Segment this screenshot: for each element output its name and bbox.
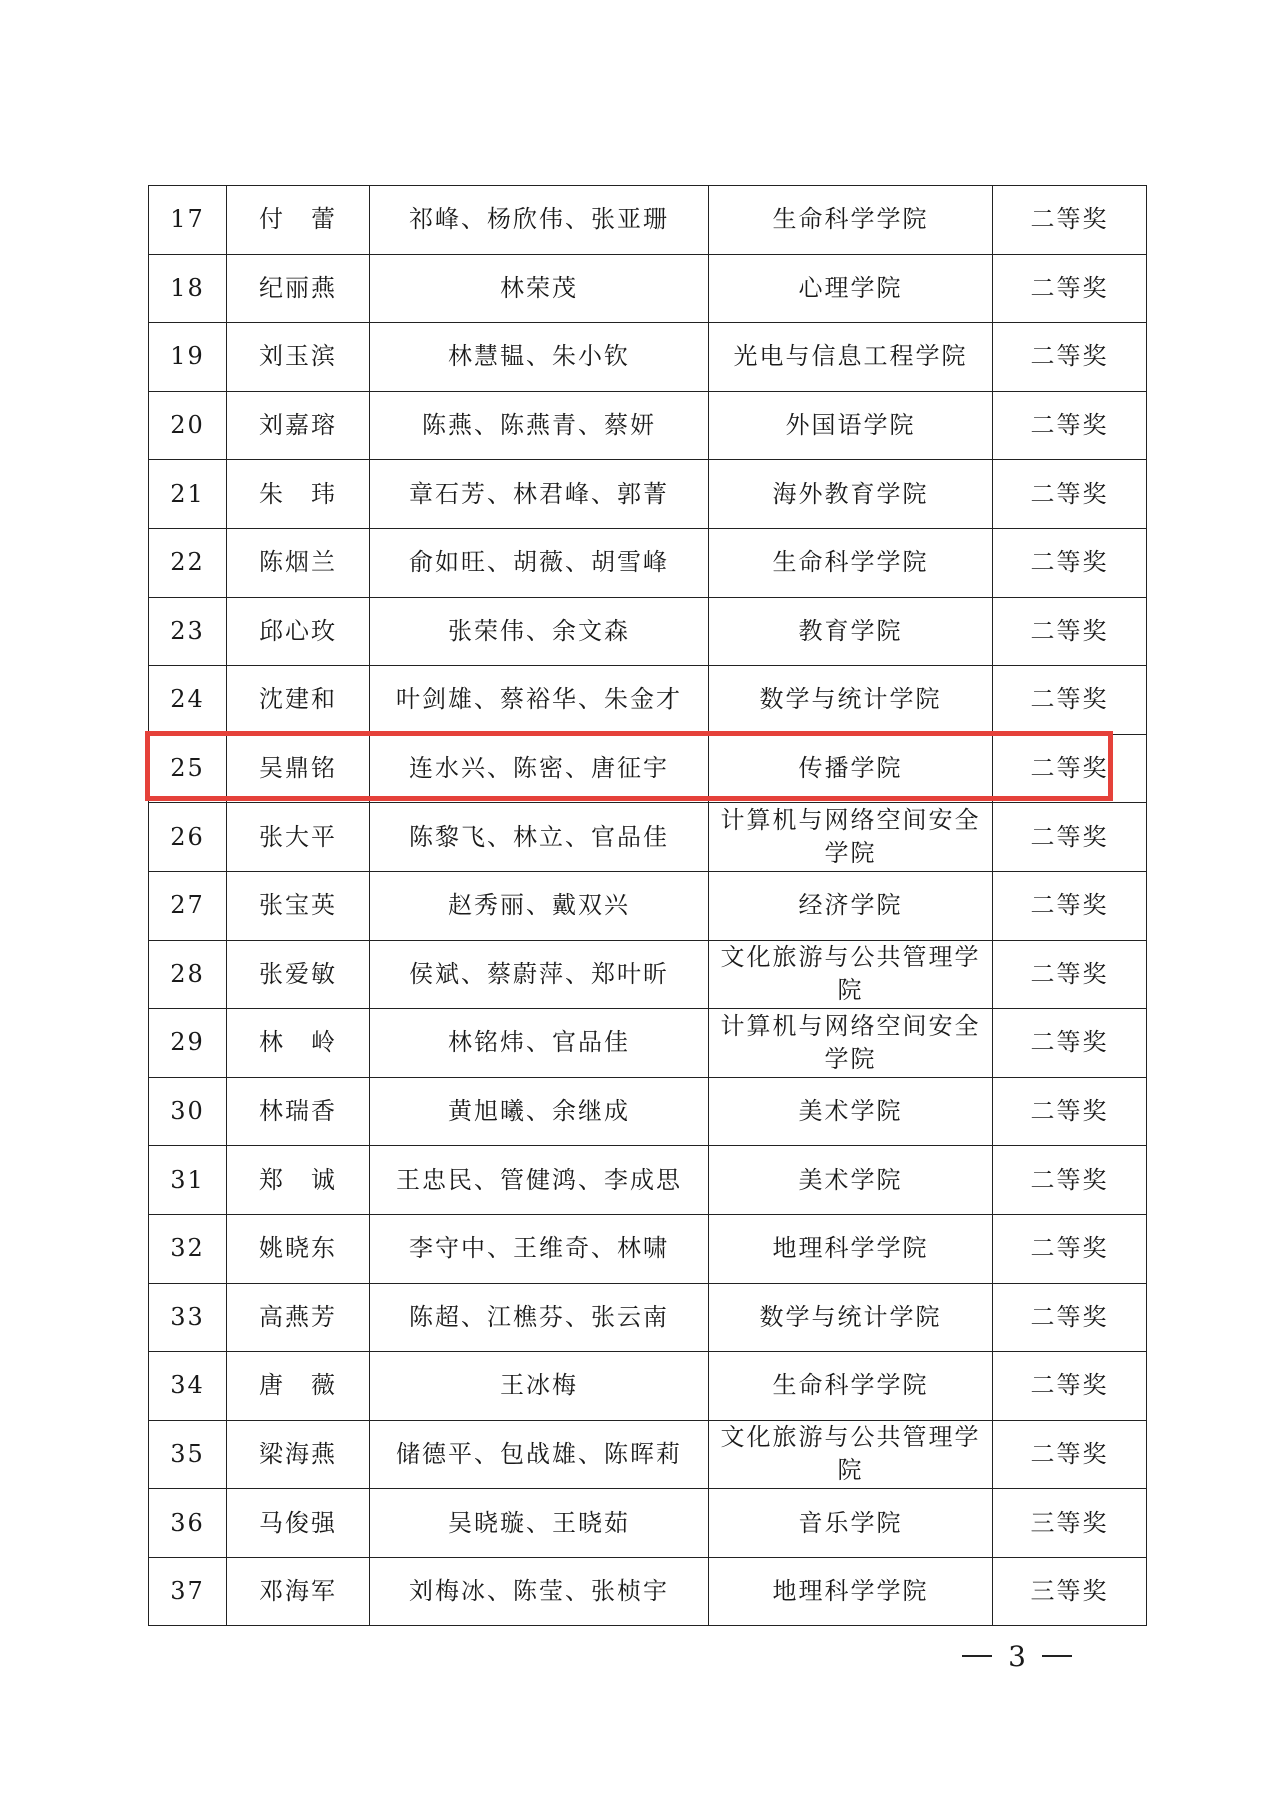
college-cell: 地理科学学院 — [709, 1557, 993, 1626]
college-cell: 文化旅游与公共管理学院 — [709, 940, 993, 1009]
name-cell: 高燕芳 — [227, 1283, 370, 1352]
team-members-cell: 陈燕、陈燕青、蔡妍 — [370, 391, 709, 460]
college-cell: 经济学院 — [709, 871, 993, 940]
row-number-cell: 26 — [149, 803, 227, 872]
name-cell: 张爱敏 — [227, 940, 370, 1009]
award-cell: 二等奖 — [993, 186, 1147, 255]
table-row — [149, 186, 1147, 255]
college-cell: 教育学院 — [709, 597, 993, 666]
row-number-cell: 19 — [149, 323, 227, 392]
table-row — [149, 1489, 1147, 1558]
awards-table — [148, 185, 1147, 1626]
table-row — [149, 254, 1147, 323]
table-row — [149, 1009, 1147, 1078]
name-cell: 张大平 — [227, 803, 370, 872]
team-members-cell: 林铭炜、官品佳 — [370, 1009, 709, 1078]
table-row — [149, 1557, 1147, 1626]
team-members-cell: 章石芳、林君峰、郭菁 — [370, 460, 709, 529]
table-row — [149, 597, 1147, 666]
awards-table-body — [149, 186, 1147, 1626]
row-number-cell: 23 — [149, 597, 227, 666]
table-row — [149, 460, 1147, 529]
team-members-cell: 王忠民、管健鸿、李成思 — [370, 1146, 709, 1215]
award-cell: 二等奖 — [993, 597, 1147, 666]
college-cell: 光电与信息工程学院 — [709, 323, 993, 392]
award-cell: 三等奖 — [993, 1489, 1147, 1558]
team-members-cell: 连水兴、陈密、唐征宇 — [370, 734, 709, 803]
team-members-cell: 叶剑雄、蔡裕华、朱金才 — [370, 666, 709, 735]
row-number-cell: 33 — [149, 1283, 227, 1352]
table-row — [149, 323, 1147, 392]
table-row-highlighted — [149, 734, 1147, 803]
award-cell: 二等奖 — [993, 460, 1147, 529]
row-number-cell: 25 — [149, 734, 227, 803]
name-cell: 陈烟兰 — [227, 528, 370, 597]
row-number-cell: 32 — [149, 1214, 227, 1283]
college-cell: 传播学院 — [709, 734, 993, 803]
team-members-cell: 林荣茂 — [370, 254, 709, 323]
table-row — [149, 528, 1147, 597]
college-cell: 外国语学院 — [709, 391, 993, 460]
page-number: 3 — [1008, 1639, 1026, 1673]
table-row — [149, 666, 1147, 735]
name-cell: 吴鼎铭 — [227, 734, 370, 803]
table-row — [149, 1077, 1147, 1146]
table-row — [149, 940, 1147, 1009]
row-number-cell: 22 — [149, 528, 227, 597]
award-cell: 二等奖 — [993, 1283, 1147, 1352]
name-cell: 刘嘉瑢 — [227, 391, 370, 460]
award-cell: 二等奖 — [993, 1077, 1147, 1146]
name-cell: 唐 薇 — [227, 1352, 370, 1421]
award-cell: 二等奖 — [993, 323, 1147, 392]
team-members-cell: 王冰梅 — [370, 1352, 709, 1421]
row-number-cell: 18 — [149, 254, 227, 323]
row-number-cell: 35 — [149, 1420, 227, 1489]
team-members-cell: 黄旭曦、余继成 — [370, 1077, 709, 1146]
team-members-cell: 陈超、江樵芬、张云南 — [370, 1283, 709, 1352]
team-members-cell: 储德平、包战雄、陈晖莉 — [370, 1420, 709, 1489]
name-cell: 邱心玫 — [227, 597, 370, 666]
college-cell: 海外教育学院 — [709, 460, 993, 529]
page-number-footer — [962, 1634, 1072, 1678]
award-cell: 二等奖 — [993, 1352, 1147, 1421]
college-cell: 美术学院 — [709, 1077, 993, 1146]
row-number-cell: 24 — [149, 666, 227, 735]
college-cell: 音乐学院 — [709, 1489, 993, 1558]
name-cell: 林瑞香 — [227, 1077, 370, 1146]
table-row — [149, 1283, 1147, 1352]
award-cell: 二等奖 — [993, 734, 1147, 803]
college-cell: 心理学院 — [709, 254, 993, 323]
team-members-cell: 刘梅冰、陈莹、张桢宇 — [370, 1557, 709, 1626]
team-members-cell: 陈黎飞、林立、官品佳 — [370, 803, 709, 872]
left-dash — [962, 1655, 992, 1657]
award-cell: 二等奖 — [993, 803, 1147, 872]
row-number-cell: 34 — [149, 1352, 227, 1421]
college-cell: 美术学院 — [709, 1146, 993, 1215]
award-cell: 二等奖 — [993, 254, 1147, 323]
team-members-cell: 林慧韫、朱小钦 — [370, 323, 709, 392]
row-number-cell: 17 — [149, 186, 227, 255]
row-number-cell: 37 — [149, 1557, 227, 1626]
right-dash — [1042, 1655, 1072, 1657]
name-cell: 梁海燕 — [227, 1420, 370, 1489]
name-cell: 纪丽燕 — [227, 254, 370, 323]
row-number-cell: 29 — [149, 1009, 227, 1078]
name-cell: 朱 玮 — [227, 460, 370, 529]
award-cell: 二等奖 — [993, 1214, 1147, 1283]
table-row — [149, 871, 1147, 940]
college-cell: 文化旅游与公共管理学院 — [709, 1420, 993, 1489]
team-members-cell: 赵秀丽、戴双兴 — [370, 871, 709, 940]
name-cell: 郑 诚 — [227, 1146, 370, 1215]
row-number-cell: 27 — [149, 871, 227, 940]
row-number-cell: 28 — [149, 940, 227, 1009]
award-cell: 二等奖 — [993, 391, 1147, 460]
name-cell: 沈建和 — [227, 666, 370, 735]
team-members-cell: 俞如旺、胡薇、胡雪峰 — [370, 528, 709, 597]
team-members-cell: 祁峰、杨欣伟、张亚珊 — [370, 186, 709, 255]
award-cell: 三等奖 — [993, 1557, 1147, 1626]
award-cell: 二等奖 — [993, 528, 1147, 597]
college-cell: 计算机与网络空间安全学院 — [709, 1009, 993, 1078]
college-cell: 数学与统计学院 — [709, 666, 993, 735]
name-cell: 林 岭 — [227, 1009, 370, 1078]
row-number-cell: 30 — [149, 1077, 227, 1146]
award-cell: 二等奖 — [993, 1009, 1147, 1078]
award-cell: 二等奖 — [993, 940, 1147, 1009]
row-number-cell: 36 — [149, 1489, 227, 1558]
table-row — [149, 1420, 1147, 1489]
row-number-cell: 31 — [149, 1146, 227, 1215]
name-cell: 马俊强 — [227, 1489, 370, 1558]
row-number-cell: 20 — [149, 391, 227, 460]
award-cell: 二等奖 — [993, 1420, 1147, 1489]
team-members-cell: 吴晓璇、王晓茹 — [370, 1489, 709, 1558]
table-row — [149, 803, 1147, 872]
college-cell: 地理科学学院 — [709, 1214, 993, 1283]
row-number-cell: 21 — [149, 460, 227, 529]
award-cell: 二等奖 — [993, 871, 1147, 940]
name-cell: 邓海军 — [227, 1557, 370, 1626]
award-cell: 二等奖 — [993, 1146, 1147, 1215]
team-members-cell: 李守中、王维奇、林啸 — [370, 1214, 709, 1283]
table-row — [149, 1214, 1147, 1283]
table-row — [149, 1146, 1147, 1215]
college-cell: 生命科学学院 — [709, 1352, 993, 1421]
college-cell: 生命科学学院 — [709, 186, 993, 255]
team-members-cell: 侯斌、蔡蔚萍、郑叶昕 — [370, 940, 709, 1009]
college-cell: 数学与统计学院 — [709, 1283, 993, 1352]
college-cell: 生命科学学院 — [709, 528, 993, 597]
table-row — [149, 1352, 1147, 1421]
award-cell: 二等奖 — [993, 666, 1147, 735]
college-cell: 计算机与网络空间安全学院 — [709, 803, 993, 872]
name-cell: 姚晓东 — [227, 1214, 370, 1283]
name-cell: 刘玉滨 — [227, 323, 370, 392]
team-members-cell: 张荣伟、余文森 — [370, 597, 709, 666]
name-cell: 付 蕾 — [227, 186, 370, 255]
table-row — [149, 391, 1147, 460]
name-cell: 张宝英 — [227, 871, 370, 940]
